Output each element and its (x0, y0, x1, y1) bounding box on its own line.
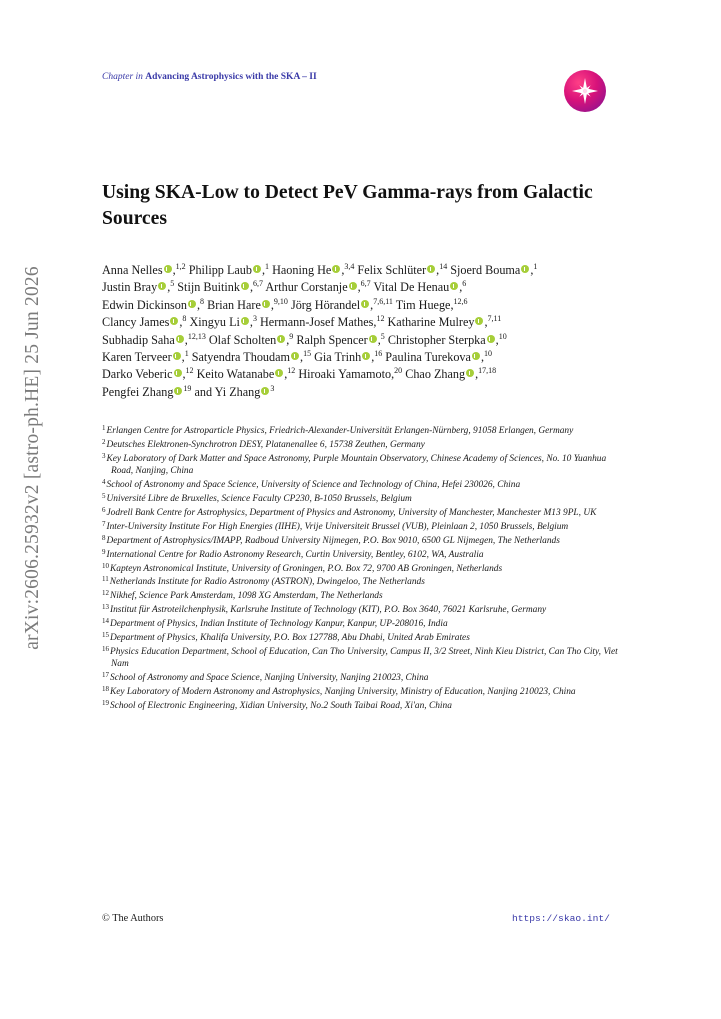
affiliation-item (102, 700, 627, 712)
orcid-icon[interactable] (170, 317, 178, 325)
author-affiliation-number: 12 (287, 366, 296, 376)
affiliation-item (102, 604, 627, 616)
author-name: Xingyu Li (189, 315, 240, 330)
orcid-icon[interactable] (487, 335, 495, 343)
affiliation-item (102, 632, 627, 644)
author-name: Darko Veberic (102, 367, 173, 382)
affiliation-text: Deutsches Elektronen-Synchrotron DESY, Platanenallee 6, 15738 Zeuthen, Germany (106, 439, 425, 450)
affiliation-item (102, 576, 627, 588)
orcid-icon[interactable] (277, 335, 285, 343)
author-name: Vital De Henau (373, 280, 450, 295)
author-name: Brian Hare (207, 297, 261, 312)
author-affiliation-number: 19 (183, 383, 192, 393)
author-name: Hiroaki Yamamoto (298, 367, 392, 382)
orcid-icon[interactable] (275, 369, 283, 377)
arxiv-identifier-margin (18, 268, 48, 648)
copyright-notice: © The Authors (102, 913, 164, 924)
orcid-icon[interactable] (176, 335, 184, 343)
author-affiliation-number: 8 (200, 296, 205, 306)
author-name: Satyendra Thoudam (191, 350, 291, 365)
affiliation-text: School of Astronomy and Space Science, Nanjing University, Nanjing 210023, China (110, 673, 429, 684)
book-title-link[interactable]: Advancing Astrophysics with the SKA – II (145, 72, 317, 82)
author-affiliation-number: 17,18 (478, 366, 497, 376)
affiliation-number: 3 (102, 451, 106, 460)
author-affiliation-number: 12,13 (187, 331, 206, 341)
orcid-icon[interactable] (475, 317, 483, 325)
orcid-icon[interactable] (427, 265, 435, 273)
author-name: Christopher Sterpka (387, 332, 486, 347)
affiliation-number: 5 (102, 492, 106, 501)
author-line (102, 384, 627, 401)
author-affiliation-number: 1 (265, 262, 270, 271)
affiliation-item (102, 425, 627, 437)
affiliation-item (102, 493, 627, 505)
author-list (102, 262, 627, 401)
author-affiliation-number: 5 (380, 331, 385, 341)
author-name: Edwin Dickinson (102, 297, 187, 312)
affiliation-list (102, 425, 627, 714)
author-affiliation-number: 1 (184, 349, 189, 359)
author-name: Karen Terveer (102, 350, 172, 365)
orcid-icon[interactable] (369, 335, 377, 343)
affiliation-number: 9 (102, 547, 106, 556)
author-name: Justin Bray (102, 280, 158, 295)
affiliation-number: 17 (102, 671, 109, 680)
affiliation-text: International Centre for Radio Astronomy Research, Curtin University, Bentley, 6102, WA, Australia (106, 549, 484, 560)
author-affiliation-number: 3 (270, 383, 275, 393)
affiliation-text: Inter-University Institute For High Energies (IIHE), Vrije Universiteit Brussel (VUB), Pleinlaan 2, 1050 Brussels, Belgium (106, 521, 569, 532)
affiliation-text: Physics Education Department, School of Education, Can Tho University, Campus II, 3/2 Street, Ninh Kieu District, Can Tho City, Viet Nam (110, 647, 618, 670)
affiliation-text: Key Laboratory of Modern Astronomy and Astrophysics, Nanjing University, Ministry of Education, Nanjing 210023, China (110, 687, 576, 698)
affiliation-text: Key Laboratory of Dark Matter and Space Astronomy, Purple Mountain Observatory, Chinese Academy of Sciences, No. 10 Yuanhua Road, Nanjing, China (106, 453, 607, 477)
ska-star-logo-icon (564, 70, 606, 112)
author-affiliation-number: 3 (252, 314, 257, 324)
affiliation-item (102, 453, 627, 478)
arxiv-identifier: arXiv:2606.25932v2 [astro-ph.HE] 25 Jun 2026 (22, 266, 43, 650)
affiliation-number: 14 (102, 617, 109, 626)
affiliation-number: 4 (102, 478, 106, 487)
affiliation-text: Nikhef, Science Park Amsterdam, 1098 XG Amsterdam, The Netherlands (110, 591, 383, 602)
orcid-icon[interactable] (291, 352, 299, 360)
author-name: Clancy James (102, 315, 170, 330)
author-affiliation-number: 6,7 (252, 279, 263, 289)
author-name: Katharine Mulrey (387, 315, 475, 330)
orcid-icon[interactable] (362, 352, 370, 360)
author-affiliation-number: 10 (498, 331, 507, 341)
author-line: Anna Nelles ,$^{1,2}$ Philipp Laub ,$^1$ Haoning He ,$^{3,4}$ Felix Schlüter ,$^{14}$ Sjoerd Bouma ,$^1$ (102, 262, 538, 277)
author-name: Sjoerd Bouma (450, 263, 521, 277)
affiliation-number: 8 (102, 533, 106, 542)
affiliation-item (102, 521, 627, 533)
author-affiliation-number: 20 (394, 366, 403, 376)
orcid-icon[interactable] (241, 317, 249, 325)
author-name: Gia Trinh (314, 350, 362, 365)
chapter-prefix: Chapter in (102, 72, 143, 82)
affiliation-item (102, 672, 627, 684)
author-name: Ralph Spencer (296, 332, 368, 347)
affiliation-number: 6 (102, 505, 106, 514)
author-line: Clancy James ,$^8$ Xingyu Li ,$^3$ Hermann-Josef Mathes,$^{12}$ Katharine Mulrey ,$^{7,11}$ (102, 314, 502, 330)
author-name: Tim Huege (395, 297, 451, 312)
affiliation-number: 1 (102, 424, 106, 432)
paper-title: Using SKA-Low to Detect PeV Gamma-rays from Galactic Sources (102, 182, 593, 229)
orcid-icon[interactable] (472, 352, 480, 360)
author-affiliation-number: 1 (533, 262, 538, 271)
affiliation-number: 18 (102, 685, 109, 694)
author-affiliation-number: 5 (170, 279, 175, 289)
orcid-icon[interactable] (253, 265, 261, 273)
affiliation-number: 16 (102, 645, 109, 653)
affiliation-text: Erlangen Centre for Astroparticle Physics, Friedrich-Alexander-Universität Erlangen-Nürnberg, 91058 Erlangen, Germany (106, 426, 574, 436)
orcid-icon[interactable] (164, 265, 172, 273)
author-affiliation-number: 9 (289, 331, 294, 341)
author-line: Edwin Dickinson ,$^8$ Brian Hare ,$^{9,10}$ Jörg Hörandel ,$^{7,6,11}$ Tim Huege,$^{12,6}$ (102, 296, 468, 312)
orcid-icon[interactable] (173, 352, 181, 360)
affiliation-number: 13 (102, 603, 109, 612)
affiliation-item (102, 590, 627, 602)
affiliation-item (102, 686, 627, 698)
orcid-icon[interactable] (158, 282, 166, 290)
affiliation-text: Institut für Astroteilchenphysik, Karlsruhe Institute of Technology (KIT), P.O. Box 3640, 76021 Karlsruhe, Germany (110, 605, 547, 616)
affiliation-number: 7 (102, 519, 106, 528)
author-affiliation-number: 7,11 (487, 314, 502, 324)
author-name: Yi Zhang (214, 384, 261, 399)
orcid-icon[interactable] (188, 300, 196, 308)
orcid-icon[interactable] (241, 282, 249, 290)
orcid-icon[interactable] (261, 387, 269, 395)
author-line: Subhadip Saha ,$^{12,13}$ Olaf Scholten ,$^9$ Ralph Spencer ,$^5$ Christopher Sterpka ,$^{10}$ (102, 331, 507, 347)
orcid-icon[interactable] (450, 282, 458, 290)
author-name: Anna Nelles (102, 263, 163, 277)
author-name: Philipp Laub (188, 263, 252, 277)
author-name: Stijn Buitink (177, 280, 240, 295)
orcid-icon[interactable] (521, 265, 529, 273)
chapter-header (102, 72, 317, 82)
orcid-icon[interactable] (349, 282, 357, 290)
author-name: Chao Zhang (405, 367, 466, 382)
author-affiliation-number: 6,7 (360, 279, 371, 289)
affiliation-item (102, 439, 627, 451)
affiliation-item (102, 535, 627, 547)
author-name: Pengfei Zhang (102, 384, 174, 399)
author-conjunction: and (191, 384, 215, 399)
affiliation-item (102, 479, 627, 491)
affiliation-text: School of Electronic Engineering, Xidian University, No.2 South Taibai Road, Xi'an, China (110, 701, 452, 712)
author-affiliation-number: 6 (462, 279, 467, 289)
affiliation-number: 11 (102, 575, 109, 584)
author-affiliation-number: 1,2 (175, 262, 186, 271)
affiliation-item (102, 618, 627, 630)
affiliation-number: 12 (102, 589, 109, 598)
affiliation-text: Department of Physics, Indian Institute of Technology Kanpur, Kanpur, UP-208016, India (110, 619, 448, 630)
author-affiliation-number: 15 (303, 349, 312, 359)
affiliation-text: Kapteyn Astronomical Institute, University of Groningen, P.O. Box 72, 9700 AB Groningen, Netherlands (110, 563, 503, 574)
author-affiliation-number: 9,10 (273, 296, 288, 306)
author-name: Jörg Hörandel (290, 297, 361, 312)
affiliation-number: 2 (102, 437, 106, 446)
author-name: Subhadip Saha (102, 332, 175, 347)
author-affiliation-number: 14 (439, 262, 448, 271)
affiliation-item (102, 549, 627, 561)
affiliation-text: Université Libre de Bruxelles, Science Faculty CP230, B-1050 Brussels, Belgium (106, 494, 412, 505)
author-line: Justin Bray ,$^5$ Stijn Buitink ,$^{6,7}$ Arthur Corstanje ,$^{6,7}$ Vital De Henau ,$^6$ (102, 279, 467, 295)
author-affiliation-number: 12 (376, 314, 385, 324)
author-name: Paulina Turekova (385, 350, 471, 365)
affiliation-text: Department of Physics, Khalifa University, P.O. Box 127788, Abu Dhabi, United Arab Emirates (110, 633, 470, 644)
author-line: Karen Terveer ,$^1$ Satyendra Thoudam ,$^{15}$ Gia Trinh ,$^{16}$ Paulina Turekova ,$^{10}$ (102, 349, 492, 365)
affiliation-item (102, 563, 627, 575)
author-affiliation-number: 10 (483, 349, 492, 359)
affiliation-item (102, 507, 627, 519)
author-name: Arthur Corstanje (265, 280, 348, 295)
author-name: Haoning He (272, 263, 332, 277)
affiliation-text: School of Astronomy and Space Science, University of Science and Technology of China, Hefei 230026, China (106, 480, 521, 491)
affiliation-text: Department of Astrophysics/IMAPP, Radboud University Nijmegen, P.O. Box 9010, 6500 GL Nijmegen, The Netherlands (106, 535, 560, 546)
orcid-icon[interactable] (361, 300, 369, 308)
affiliation-number: 19 (102, 699, 109, 708)
ska-website-link[interactable]: https://skao.int/ (512, 913, 610, 924)
affiliation-number: 15 (102, 631, 109, 640)
author-affiliation-number: 12,6 (453, 296, 468, 306)
affiliation-item (102, 646, 627, 671)
orcid-icon[interactable] (466, 369, 474, 377)
orcid-icon[interactable] (174, 369, 182, 377)
author-name: Hermann-Josef Mathes (260, 315, 374, 330)
author-affiliation-number: 7,6,11 (373, 296, 393, 306)
author-name: Felix Schlüter (357, 263, 427, 277)
author-affiliation-number: 3,4 (344, 262, 355, 271)
author-affiliation-number: 16 (374, 349, 383, 359)
author-name: Olaf Scholten (208, 332, 277, 347)
orcid-icon[interactable] (174, 387, 182, 395)
affiliation-text: Netherlands Institute for Radio Astronomy (ASTRON), Dwingeloo, The Netherlands (109, 577, 425, 588)
author-line: Darko Veberic ,$^{12}$ Keito Watanabe ,$^{12}$ Hiroaki Yamamoto,$^{20}$ Chao Zhang ,$^{17,18}$ (102, 366, 497, 382)
affiliation-text: Jodrell Bank Centre for Astrophysics, Department of Physics and Astronomy, University of Manchester, Manchester M13 9PL, UK (106, 507, 597, 518)
author-name: Keito Watanabe (196, 367, 275, 382)
orcid-icon[interactable] (332, 265, 340, 273)
author-affiliation-number: 8 (182, 314, 187, 324)
author-affiliation-number: 12 (185, 366, 194, 376)
affiliation-number: 10 (102, 561, 109, 570)
orcid-icon[interactable] (262, 300, 270, 308)
